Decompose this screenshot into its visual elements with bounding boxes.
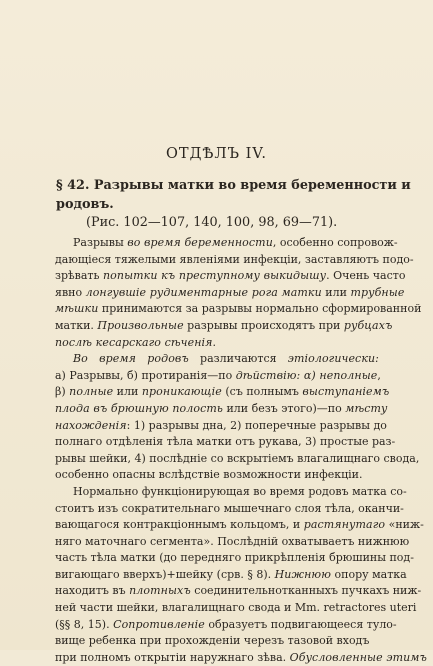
text-line	[55, 633, 379, 650]
text-line	[55, 517, 424, 534]
text-line	[55, 318, 393, 335]
italic-text: Сопротивленіе	[113, 617, 205, 631]
text-line	[55, 335, 379, 352]
text-run: стоитъ изъ сократительнаго мышечнаго слоя тѣла, оканчи-	[55, 501, 404, 515]
italic-text: мѣшки	[55, 302, 99, 316]
chapter-heading: ОТДѢЛЪ IV.	[166, 146, 267, 162]
text-line	[55, 567, 407, 584]
text-line	[55, 285, 405, 302]
text-run: зрѣвать	[55, 269, 103, 283]
text-run: : 1) разрывы дна, 2) поперечные разрывы до	[126, 418, 387, 432]
text-run: различаются	[188, 352, 288, 366]
text-line	[55, 252, 414, 269]
text-run: или безъ этого)—по	[222, 401, 346, 415]
text-run: дающіеся тяжелыми явленіями инфекціи, заставляютъ подо-	[55, 252, 414, 266]
section-title-line: § 42. Разрывы матки во время беременности и	[56, 178, 411, 193]
text-run: соединительнотканныхъ пучкахъ ниж-	[190, 584, 422, 598]
text-line	[55, 301, 422, 318]
text-run: явно	[55, 285, 86, 299]
italic-text: Произвольные	[97, 318, 184, 332]
text-run: матки.	[55, 318, 98, 332]
text-line	[55, 600, 417, 617]
text-run: образуетъ подвигающееся туло-	[204, 617, 397, 631]
italic-text: выступаніемъ	[302, 385, 390, 399]
text-run: , особенно сопровож-	[272, 236, 398, 249]
text-run: . Очень часто	[326, 269, 406, 283]
text-run: β)	[55, 385, 70, 399]
italic-text: плотныхъ	[129, 584, 191, 598]
italic-text: Обусловленные этимъ	[289, 650, 427, 664]
text-run: Нормально функціонирующая во время родовъ матка со-	[73, 484, 407, 498]
text-run: ней части шейки, влагалищнаго свода и Mm. retractores uteri	[55, 601, 417, 615]
italic-text: послѣ кесарскаго сѣченія	[55, 335, 213, 349]
italic-text: мѣсту	[345, 401, 388, 415]
italic-text: попытки къ преступному выкидышу	[103, 269, 327, 283]
text-line	[55, 617, 397, 634]
text-line	[55, 650, 427, 666]
text-line	[55, 534, 410, 551]
italic-text: этіологически:	[287, 352, 379, 366]
text-line	[55, 268, 406, 285]
text-run: Разрывы	[73, 236, 128, 249]
text-line	[55, 484, 407, 501]
text-run: находитъ въ	[55, 584, 130, 598]
text-line	[55, 583, 422, 600]
text-line	[55, 401, 388, 418]
text-line	[55, 501, 404, 518]
text-run: опору матка	[331, 567, 407, 581]
text-run: полнаго отдѣленія тѣла матки отъ рукава, 3) простые раз-	[55, 435, 396, 449]
italic-text: плода въ брюшную полость	[55, 401, 223, 415]
figure-references: (Рис. 102—107, 140, 100, 98, 69—71).	[86, 215, 338, 230]
text-run: няго маточнаго сегмента». Послѣдній охватываетъ нижнюю	[55, 534, 410, 548]
text-line	[55, 368, 379, 385]
text-run: вигающаго вверхъ)+шейку (срв. § 8).	[55, 567, 275, 581]
text-line	[55, 467, 379, 484]
italic-text: дѣйствію: α) неполные	[235, 368, 378, 382]
text-line	[55, 351, 379, 368]
text-run: часть тѣла матки (до передняго прикрѣпленія брюшины под-	[55, 551, 414, 565]
text-line	[55, 418, 387, 435]
text-run: рывы шейки, 4) послѣдніе со вскрытіемъ влагалищнаго свода,	[55, 451, 420, 465]
text-line	[55, 384, 390, 401]
italic-text: полные	[69, 385, 114, 399]
italic-text: лонгувшіе рудиментарные рога матки	[85, 285, 322, 299]
italic-text: Нижнюю	[274, 567, 332, 581]
text-line	[55, 451, 420, 468]
italic-text: рубцахъ	[343, 318, 393, 332]
text-run: вающагося контракціоннымъ кольцомъ, и	[55, 518, 304, 532]
text-run: «ниж-	[385, 518, 424, 532]
text-run: (§§ 8, 15).	[55, 617, 114, 631]
section-title-line: родовъ.	[56, 197, 114, 212]
text-run: .	[212, 335, 217, 349]
body-text	[55, 235, 427, 666]
text-run: или	[113, 385, 142, 399]
text-run: или	[321, 285, 351, 299]
text-run: ,	[377, 368, 381, 382]
text-run: а) Разрывы, б) протиранія—по	[55, 368, 236, 382]
italic-text: трубные	[350, 285, 405, 299]
text-line	[55, 235, 398, 252]
text-run: разрывы происходятъ при	[183, 318, 344, 332]
italic-text: Во время родовъ	[73, 352, 189, 366]
italic-text: нахожденія	[55, 418, 127, 432]
italic-text: растянутаго	[303, 518, 386, 532]
text-run: принимаются за разрывы нормально сформированной	[98, 302, 422, 316]
italic-text: проникающіе	[141, 385, 222, 399]
text-line	[55, 550, 414, 567]
text-run: (съ полнымъ	[221, 385, 303, 399]
section-title	[56, 176, 411, 214]
text-run: особенно опасны вслѣдствіе возможности инфекціи.	[55, 468, 363, 482]
text-run: при полномъ открытіи наружнаго зѣва.	[55, 650, 290, 664]
text-line	[55, 434, 396, 451]
text-run: вище ребенка при прохожденіи черезъ тазовой входъ	[55, 634, 370, 648]
italic-text: во время беременности	[127, 236, 273, 249]
